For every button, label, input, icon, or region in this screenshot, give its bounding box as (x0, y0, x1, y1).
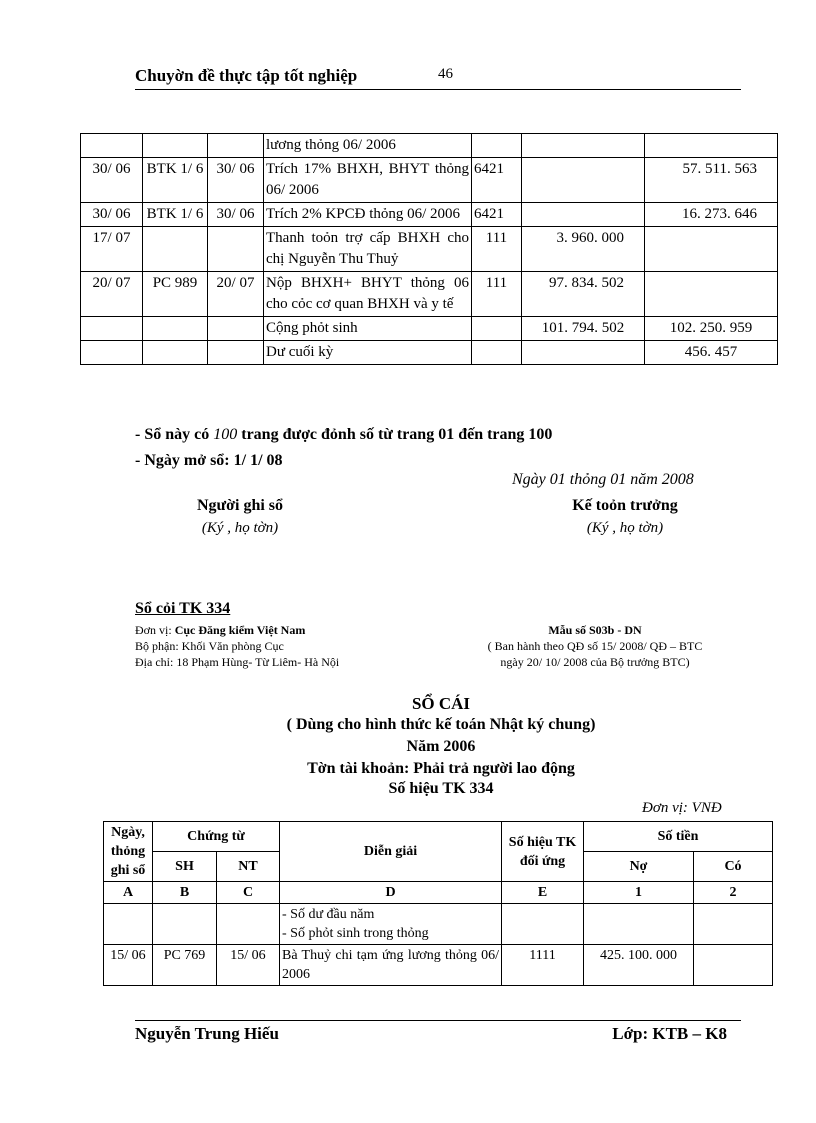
ledger-account-name: Tờn tài khoản: Phải trả người lao động (307, 760, 575, 777)
table-row: 15/ 06 PC 769 15/ 06 Bà Thuỷ chi tạm ứng lương thỏng 06/ 2006 1111 425. 100. 000 (104, 945, 773, 986)
ledger-title: SỔ CÁI (411, 694, 471, 713)
note-pages: - Sổ này có 100 trang được đỏnh số từ trang 01 đến trang 100 (135, 426, 553, 443)
table-row (104, 904, 773, 945)
header-credit: Có (694, 852, 773, 882)
form-note-2: ngày 20/ 10/ 2008 của Bộ trưởng BTC) (500, 655, 690, 669)
document-title: Chuyờn đề thực tập tốt nghiệp (135, 66, 358, 85)
note-open-date: - Ngày mở sổ: 1/ 1/ 08 (135, 452, 283, 469)
table-row: Dư cuối kỳ 456. 457 (81, 341, 778, 365)
ledger-account-number: Số hiệu TK 334 (388, 780, 494, 797)
currency-unit: Đơn vị: VNĐ (642, 800, 722, 816)
page-number: 46 (438, 66, 453, 82)
header-date: Ngày, thỏng ghi sổ (104, 822, 153, 882)
table-row: Cộng phỏt sinh 101. 794. 502 102. 250. 959 (81, 317, 778, 341)
header-account: Số hiệu TK đối ứng (502, 822, 584, 882)
column-codes-row: A B C D E 1 2 (104, 882, 773, 904)
ledger-label: Sổ cỏi TK 334 (135, 600, 231, 617)
ledger-table (103, 821, 773, 986)
table-row: 30/ 06 BTK 1/ 6 30/ 06 Trích 2% KPCĐ thỏng 06/ 2006 6421 16. 273. 646 (81, 203, 778, 227)
ledger-year: Năm 2006 (406, 738, 476, 755)
table-row: 17/ 07 Thanh toỏn trợ cấp BHXH cho chị Nguyễn Thu Thuỷ 111 3. 960. 000 (81, 227, 778, 272)
header-nt: NT (217, 852, 280, 882)
form-note-1: ( Ban hành theo QĐ số 15/ 2008/ QĐ – BTC (487, 639, 703, 653)
address-info: Địa chỉ: 18 Phạm Hùng- Từ Liêm- Hà Nội (135, 655, 340, 669)
header-sh: SH (153, 852, 217, 882)
author-name: Nguyễn Trung Hiếu (135, 1024, 279, 1043)
page-header (135, 66, 741, 90)
period-arising-label: - Số phỏt sinh trong thỏng (282, 926, 429, 941)
unit-info: Đơn vị: Cục Đăng kiểm Việt Nam (135, 623, 306, 637)
journal-table-continued (80, 133, 778, 365)
signature-date: Ngày 01 thỏng 01 năm 2008 (512, 471, 694, 488)
signature-chief-accountant: Kế toỏn trưởng (Ký , họ tờn) (572, 497, 678, 536)
department-info: Bộ phận: Khối Văn phòng Cục (135, 639, 284, 653)
author-class: Lớp: KTB – K8 (612, 1024, 727, 1043)
table-row: lương thỏng 06/ 2006 (81, 134, 778, 158)
ledger-subtitle: ( Dùng cho hình thức kế toán Nhật ký chung) (286, 716, 596, 733)
table-row: 30/ 06 BTK 1/ 6 30/ 06 Trích 17% BHXH, BHYT thỏng 06/ 2006 6421 57. 511. 563 (81, 158, 778, 203)
header-voucher: Chứng từ (153, 822, 280, 852)
opening-balance-label: - Số dư đầu năm (282, 907, 375, 922)
form-number: Mẫu số S03b - DN (548, 623, 642, 637)
page-footer (135, 1020, 741, 1050)
signature-recorder: Người ghi sổ (Ký , họ tờn) (196, 497, 284, 536)
header-amount: Số tiền (584, 822, 773, 852)
header-description: Diễn giải (280, 822, 502, 882)
table-row: 20/ 07 PC 989 20/ 07 Nộp BHXH+ BHYT thỏng 06 cho cỏc cơ quan BHXH và y tế 111 97. 834. 502 (81, 272, 778, 317)
header-debit: Nợ (584, 852, 694, 882)
